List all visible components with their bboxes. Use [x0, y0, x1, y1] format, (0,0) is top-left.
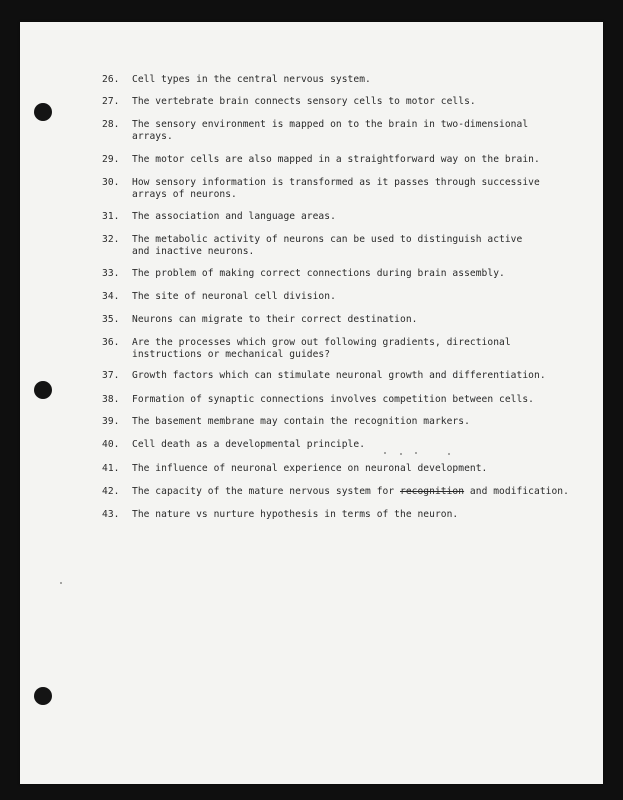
item-number: 43.: [102, 509, 120, 520]
item-text: The problem of making correct connections during brain assembly.: [132, 268, 505, 279]
item-text: The nature vs nurture hypothesis in terms of the neuron.: [132, 509, 459, 520]
item-number: 33.: [102, 268, 120, 279]
item-text: [132, 486, 602, 498]
handwritten-mark: [384, 452, 386, 454]
item-number: 30.: [102, 177, 120, 188]
item-number: 38.: [102, 394, 120, 405]
item-text: Growth factors which can stimulate neuronal growth and differentiation.: [132, 370, 546, 381]
handwritten-mark: [448, 453, 450, 455]
item-number: 42.: [102, 486, 120, 497]
item-number: 26.: [102, 74, 120, 85]
item-text: The site of neuronal cell division.: [132, 291, 336, 302]
handwritten-mark: [415, 452, 417, 454]
item-text: Are the processes which grow out following gradients, directional instructions or mechanical guides?: [132, 337, 511, 360]
item-number: 39.: [102, 416, 120, 427]
item-text: Cell death as a developmental principle.: [132, 439, 366, 450]
item-text: How sensory information is transformed as it passes through successive arrays of neurons.: [132, 177, 540, 200]
item-text: Cell types in the central nervous system.: [132, 74, 371, 85]
item-text: The influence of neuronal experience on neuronal development.: [132, 463, 488, 474]
paper-speck: [60, 582, 62, 584]
item-text: The metabolic activity of neurons can be used to distinguish active and inactive neurons.: [132, 234, 523, 257]
handwritten-mark: [400, 453, 402, 455]
punch-hole: [34, 687, 52, 705]
item-number: 41.: [102, 463, 120, 474]
item-number: 34.: [102, 291, 120, 302]
item-number: 40.: [102, 439, 120, 450]
document-page: [20, 22, 603, 784]
struck-word: recognition: [400, 486, 465, 497]
item-number: 36.: [102, 337, 120, 348]
item-text: The vertebrate brain connects sensory cells to motor cells.: [132, 96, 476, 107]
item-text: Neurons can migrate to their correct destination.: [132, 314, 418, 325]
item-text-before: The capacity of the mature nervous system for: [132, 486, 400, 497]
item-text: The motor cells are also mapped in a straightforward way on the brain.: [132, 154, 540, 165]
item-number: 27.: [102, 96, 120, 107]
punch-hole: [34, 381, 52, 399]
item-number: 35.: [102, 314, 120, 325]
item-number: 32.: [102, 234, 120, 245]
punch-hole: [34, 103, 52, 121]
item-text-after: and modification.: [464, 486, 569, 497]
item-text: The basement membrane may contain the recognition markers.: [132, 416, 470, 427]
item-number: 28.: [102, 119, 120, 130]
item-number: 29.: [102, 154, 120, 165]
item-text: Formation of synaptic connections involves competition between cells.: [132, 394, 534, 405]
item-number: 37.: [102, 370, 120, 381]
item-text: The association and language areas.: [132, 211, 336, 222]
item-text: The sensory environment is mapped on to the brain in two-dimensional arrays.: [132, 119, 529, 142]
item-number: 31.: [102, 211, 120, 222]
